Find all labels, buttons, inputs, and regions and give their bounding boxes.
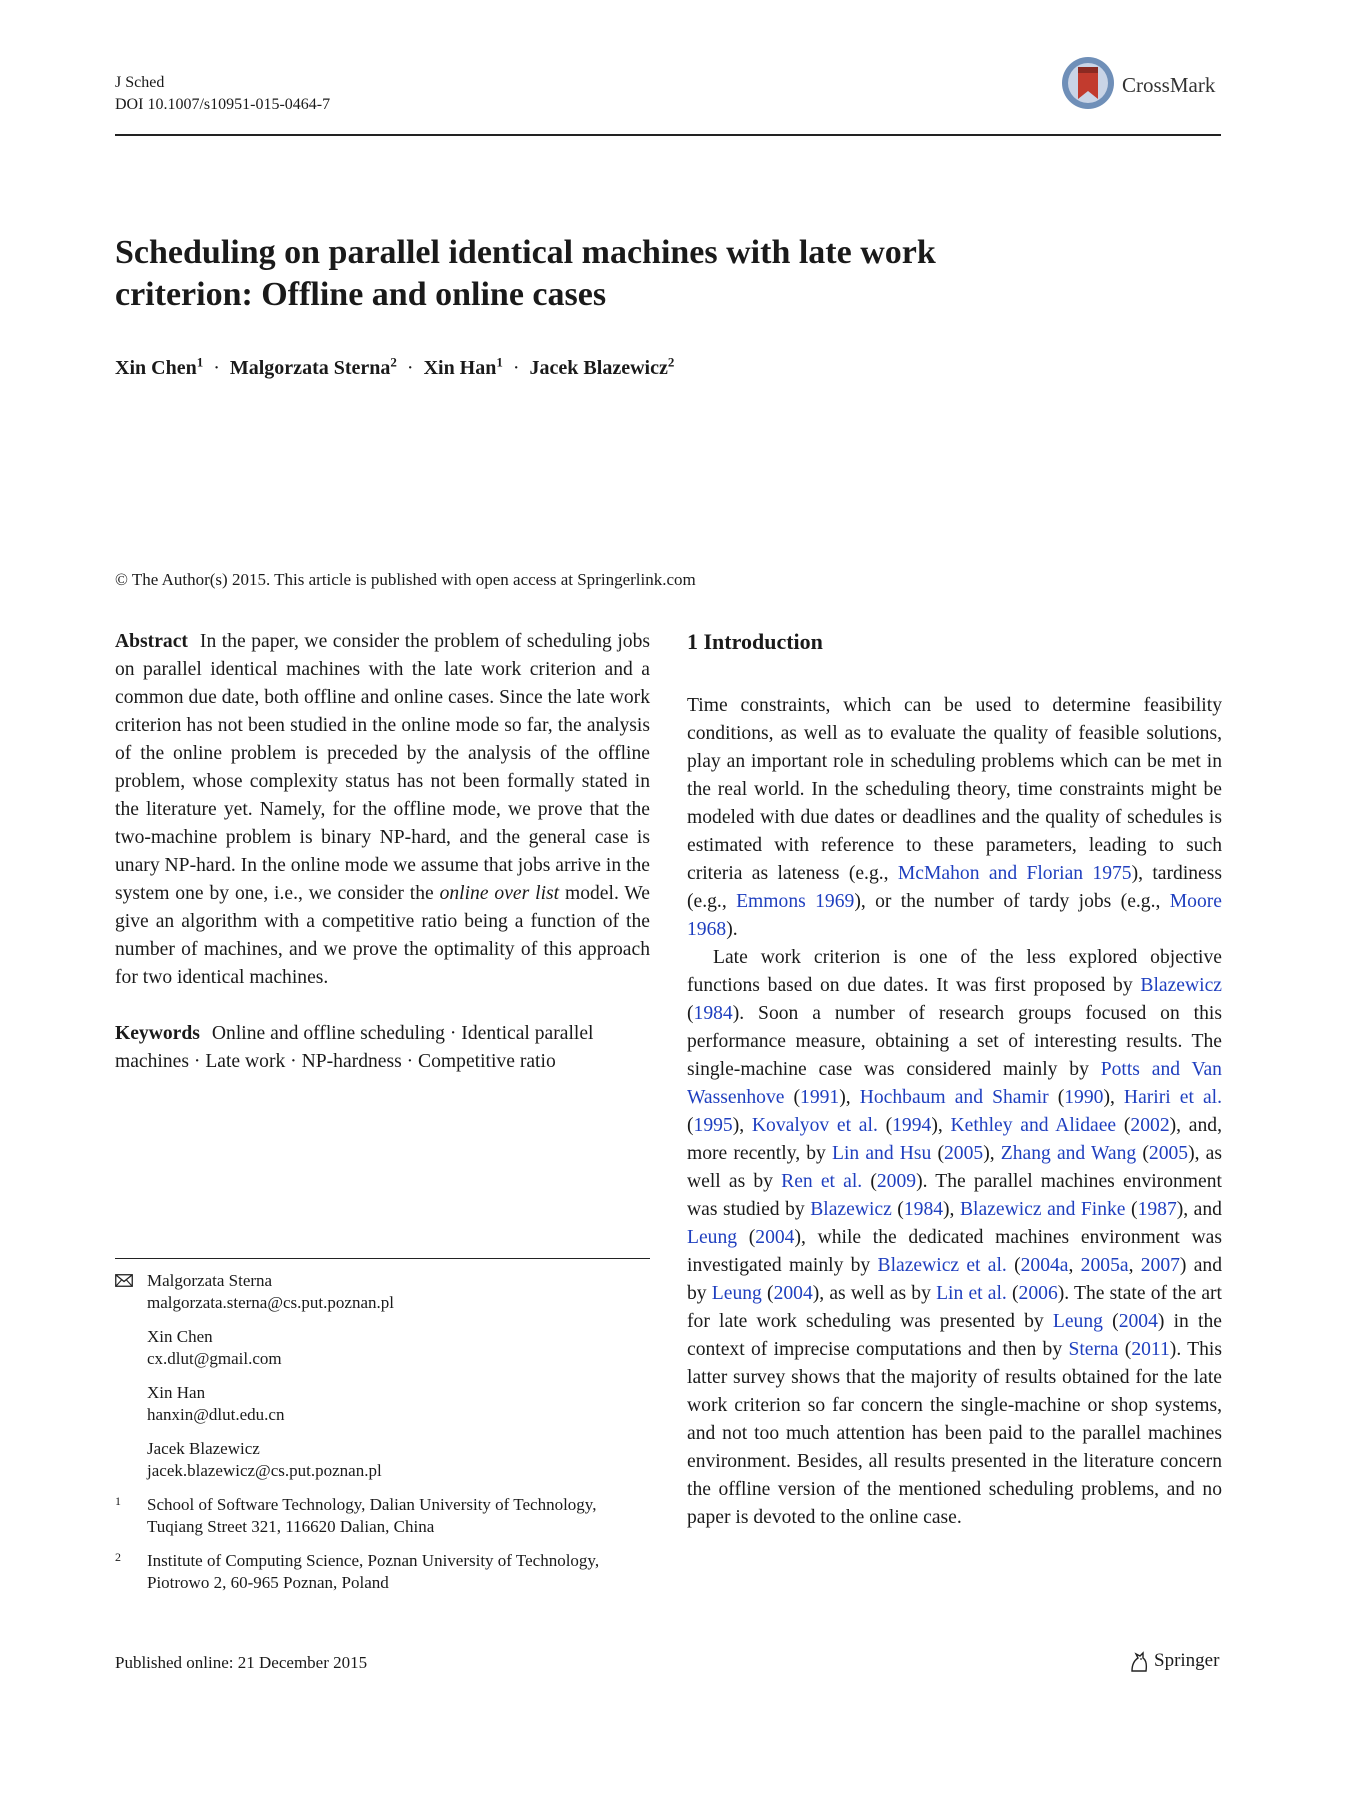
citation-link[interactable]: 2011: [1131, 1339, 1170, 1360]
doi: DOI 10.1007/s10951-015-0464-7: [115, 96, 331, 113]
citation-link[interactable]: Hariri et al.: [1123, 1087, 1222, 1108]
citation-link[interactable]: 2006: [1018, 1283, 1058, 1304]
citation-link[interactable]: 2004: [755, 1227, 795, 1248]
author-separator: ·: [512, 356, 520, 379]
affiliation-number: 2: [115, 1550, 121, 1564]
citation-link[interactable]: 2005: [944, 1143, 984, 1164]
citation-link[interactable]: Blazewicz et al.: [877, 1255, 1007, 1276]
citation-link[interactable]: 1994: [892, 1115, 932, 1136]
crossmark-label: CrossMark: [1122, 73, 1216, 97]
contacts-rule: [115, 1258, 650, 1259]
author[interactable]: Xin Chen$^1$: [115, 354, 204, 379]
crossmark-badge[interactable]: [1060, 55, 1230, 117]
contact-email[interactable]: jacek.blazewicz@cs.put.poznan.pl: [147, 1461, 382, 1480]
citation-link[interactable]: Zhang and Wang: [1000, 1143, 1137, 1164]
citation-link[interactable]: 2004a: [1020, 1255, 1069, 1276]
publisher-logo[interactable]: [1128, 1650, 1219, 1673]
author-contacts: [115, 1270, 650, 1594]
citation-link[interactable]: McMahon and Florian 1975: [897, 863, 1132, 884]
abstract-text-end: model. We give an algorithm with a competitive ratio being a function of the number of machines, and we prove the optimality of this approach for two identical machines.: [115, 883, 651, 988]
citation-link[interactable]: 1984: [693, 1003, 733, 1024]
affiliation: [115, 1550, 650, 1594]
contact-email[interactable]: hanxin@dlut.edu.cn: [147, 1405, 285, 1424]
citation-link[interactable]: 1991: [800, 1087, 840, 1108]
journal-name: J Sched: [115, 74, 165, 91]
contact-name: Xin Han: [147, 1383, 206, 1402]
citation-link[interactable]: Kethley and Alidaee: [950, 1115, 1117, 1136]
paper-title: Scheduling on parallel identical machines with late work criterion: Offline and online cases: [115, 234, 936, 313]
author-separator: ·: [213, 356, 220, 379]
keywords-text: Online and offline scheduling · Identical parallel machines · Late work · NP-hardness · Competitive ratio: [115, 1023, 594, 1072]
citation-link[interactable]: 1995: [693, 1115, 733, 1136]
intro-paragraph-2: Late work criterion is one of the less explored objective functions based on due dates. It was first proposed by Blazewicz (1984). Soon a number of research groups focused on this performance measure, obtaining a set of interesting results. The single-machine case was considered mainly by Potts and Van Wassenhove (1991), Hochbaum and Shamir (1990), Hariri et al. (1995), Kovalyov et al. (1994), Kethley and Alidaee (2002), and, more recently, by Lin and Hsu (2005), Zhang and Wang (2005), as well as by Ren et al. (2009). The parallel machines environment was studied by Blazewicz (1984), Blazewicz and Finke (1987), and Leung (2004), while the dedicated machines environment was investigated mainly by Blazewicz et al. (2004a, 2005a, 2007) and by Leung (2004), as well as by Lin et al. (2006). The state of the art for late work scheduling was presented by Leung (2004) in the context of imprecise computations and then by Sterna (2011). This latter survey shows that the majority of results obtained for the late work criterion so far concern the single-machine or shop systems, and not too much attention has been paid to the parallel machines environment. Besides, all results presented in the literature concern the offline version of the mentioned scheduling problems, and no paper is devoted to the online case.: [687, 947, 1223, 1528]
contact-email[interactable]: malgorzata.sterna@cs.put.poznan.pl: [147, 1293, 394, 1312]
citation-link[interactable]: 2004: [773, 1283, 813, 1304]
author-separator: ·: [406, 356, 414, 379]
contact: [115, 1382, 650, 1426]
citation-link[interactable]: 2007: [1140, 1255, 1180, 1276]
citation-link[interactable]: Ren et al.: [781, 1171, 863, 1192]
citation-link[interactable]: Lin and Hsu: [831, 1143, 932, 1164]
section-heading: 1 Introduction: [687, 629, 823, 654]
affiliation: [115, 1494, 650, 1538]
citation-link[interactable]: Emmons 1969: [736, 891, 855, 912]
citation-link[interactable]: Sterna: [1068, 1339, 1119, 1360]
left-column: [115, 628, 650, 1076]
contact-email[interactable]: cx.dlut@gmail.com: [147, 1349, 282, 1368]
contact: [115, 1438, 650, 1482]
affiliation-number: 1: [115, 1494, 121, 1508]
citation-link[interactable]: Leung: [687, 1227, 738, 1248]
keywords-label: Keywords: [115, 1023, 200, 1044]
author-list: [115, 354, 674, 380]
citation-link[interactable]: 1990: [1064, 1087, 1104, 1108]
author[interactable]: Xin Han$^1$: [423, 354, 503, 379]
contact-name: Xin Chen: [147, 1327, 213, 1346]
author[interactable]: Jacek Blazewicz$^2$: [529, 354, 675, 379]
contact-name: Jacek Blazewicz: [147, 1439, 260, 1458]
intro-paragraph-1: Time constraints, which can be used to determine feasibility conditions, as well as to evaluate the quality of feasible solutions, play an important role in scheduling problems which can be met in the real world. In the scheduling theory, time constraints might be modeled with due dates or deadlines and the quality of schedules is estimated with reference to these parameters, leading to such criteria as lateness (e.g., McMahon and Florian 1975), tardiness (e.g., Emmons 1969), or the number of tardy jobs (e.g., Moore 1968).: [687, 695, 1223, 940]
citation-link[interactable]: Potts and Van Wassenhove: [687, 1059, 1222, 1108]
citation-link[interactable]: Blazewicz: [810, 1199, 892, 1220]
keywords: [115, 1020, 650, 1076]
citation-link[interactable]: Leung: [711, 1283, 762, 1304]
citation-link[interactable]: 1984: [903, 1199, 944, 1220]
envelope-icon: [115, 1274, 133, 1287]
publisher-name: Springer: [1154, 1650, 1220, 1671]
citation-link[interactable]: Kovalyov et al.: [751, 1115, 878, 1136]
contact-name: Malgorzata Sterna: [147, 1271, 273, 1290]
affiliation-text: Institute of Computing Science, Poznan University of Technology, Piotrowo 2, 60-965 Poznan, Poland: [147, 1551, 600, 1592]
citation-link[interactable]: 2005a: [1080, 1255, 1129, 1276]
citation-link[interactable]: 2002: [1130, 1115, 1170, 1136]
citation-link[interactable]: 2009: [876, 1171, 917, 1192]
affiliation-text: School of Software Technology, Dalian University of Technology, Tuqiang Street 321, 116620 Dalian, China: [147, 1495, 597, 1536]
abstract-text: In the paper, we consider the problem of scheduling jobs on parallel identical machines with the late work criterion and a common due date, both offline and online cases. Since the late work criterion has not been studied in the online mode so far, the analysis of the online problem is preceded by the analysis of the offline problem, whose complexity status has not been formally stated in the literature yet. Namely, for the offline mode, we prove that the two-machine problem is binary NP-hard, and the general case is unary NP-hard. In the online mode we assume that jobs arrive in the system one by one, i.e., we consider the: [115, 631, 650, 904]
crossmark-icon: [1060, 55, 1116, 111]
citation-link[interactable]: Blazewicz and Finke: [959, 1199, 1126, 1220]
contact-corresponding: [115, 1270, 650, 1314]
abstract-label: Abstract: [115, 631, 188, 652]
citation-link[interactable]: Moore 1968: [687, 891, 1222, 940]
springer-horse-icon: [1128, 1651, 1150, 1673]
copyright-notice: © The Author(s) 2015. This article is published with open access at Springerlink.com: [115, 570, 696, 589]
citation-link[interactable]: Lin et al.: [936, 1283, 1007, 1304]
citation-link[interactable]: Hochbaum and Shamir: [859, 1087, 1049, 1108]
citation-link[interactable]: Leung: [1052, 1311, 1103, 1332]
author[interactable]: Malgorzata Sterna$^2$: [229, 354, 397, 379]
abstract: [115, 628, 650, 992]
citation-link[interactable]: 2004: [1118, 1311, 1158, 1332]
abstract-italic: online over list: [439, 883, 560, 904]
header-rule: [115, 134, 1221, 136]
right-column: [687, 628, 1222, 1532]
citation-link[interactable]: Blazewicz: [1140, 975, 1222, 996]
citation-link[interactable]: 1987: [1137, 1199, 1177, 1220]
published-date: Published online: 21 December 2015: [115, 1653, 368, 1672]
journal-header: [115, 72, 330, 116]
citation-link[interactable]: 2005: [1148, 1143, 1189, 1164]
contact: [115, 1326, 650, 1370]
